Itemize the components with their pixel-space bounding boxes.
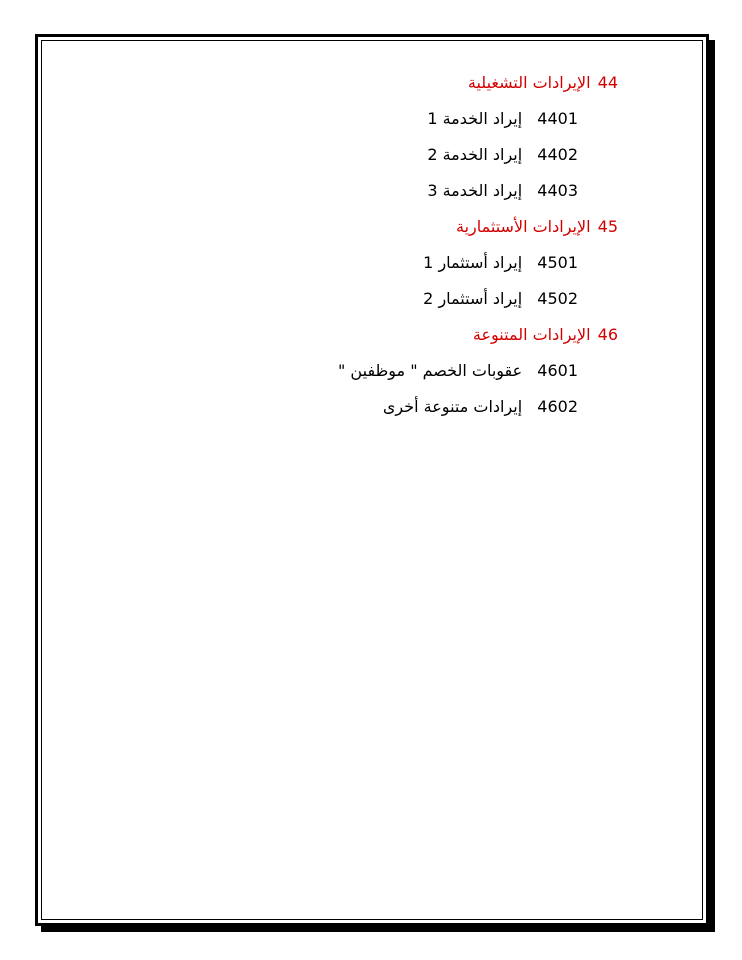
- account-item: [218, 281, 618, 317]
- account-code: 4602: [537, 397, 578, 416]
- account-code: 4402: [537, 145, 578, 164]
- section-title: الإيرادات المتنوعة: [472, 325, 591, 344]
- section-code: 45: [597, 217, 618, 236]
- account-item: [218, 353, 618, 389]
- account-label: إيراد الخدمة 1: [427, 109, 523, 128]
- account-code: 4403: [537, 181, 578, 200]
- account-label: عقوبات الخصم " موظفين ": [337, 361, 523, 380]
- revenue-accounts-list: [218, 65, 618, 425]
- section-title: الإيرادات التشغيلية: [467, 73, 591, 92]
- account-code: 4501: [537, 253, 578, 272]
- account-label: إيراد أستثمار 2: [423, 289, 523, 308]
- section-heading: [218, 209, 618, 245]
- account-item: [218, 389, 618, 425]
- page-border-frame: [35, 34, 709, 926]
- account-item: [218, 101, 618, 137]
- section-investment-revenue: [218, 209, 618, 317]
- account-label: إيراد أستثمار 1: [423, 253, 523, 272]
- account-label: إيراد الخدمة 3: [427, 181, 523, 200]
- section-title: الإيرادات الأستثمارية: [456, 217, 591, 236]
- account-item: [218, 173, 618, 209]
- section-code: 46: [597, 325, 618, 344]
- account-label: إيرادات متنوعة أخرى: [382, 397, 523, 416]
- account-code: 4502: [537, 289, 578, 308]
- account-code: 4401: [537, 109, 578, 128]
- account-code: 4601: [537, 361, 578, 380]
- account-item: [218, 245, 618, 281]
- section-heading: [218, 65, 618, 101]
- section-code: 44: [597, 73, 618, 92]
- account-item: [218, 137, 618, 173]
- section-miscellaneous-revenue: [218, 317, 618, 425]
- section-operating-revenue: [218, 65, 618, 209]
- account-label: إيراد الخدمة 2: [427, 145, 523, 164]
- section-heading: [218, 317, 618, 353]
